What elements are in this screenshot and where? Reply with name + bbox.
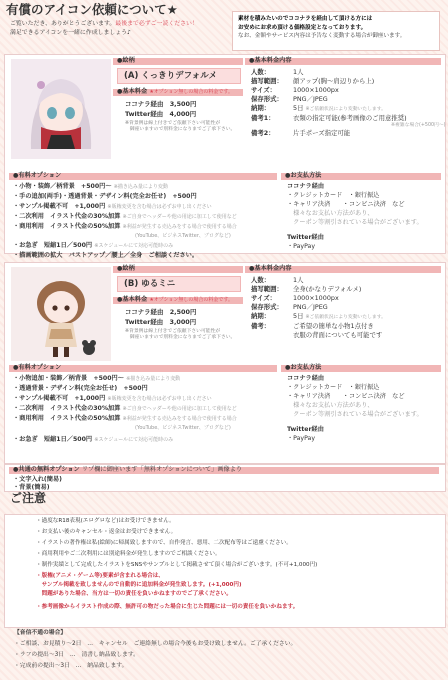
intro-line-1: ご覧いただき、ありがとうございます。 (10, 21, 116, 27)
note-line-2: お安めにお求め頂ける価格設定となっております。 (238, 24, 367, 31)
no-contact-line: ・ご相談、お見積り〜2日 … キャンセル ご連絡無しの場合今後もお受け致しません。ご了承ください。 (14, 641, 297, 647)
caution-line: ・イラストの著作権は私(絵師)に帰属致しますので、自作発言、悪用、二次配布等はご遠慮ください。 (36, 540, 292, 546)
price-tag-b: ★オプション無しの場合の料金です。 (149, 297, 233, 303)
options-title-a: ●有料オプション (13, 172, 62, 179)
sample-label-b: ●絵柄 (117, 265, 135, 272)
caution-title: ご注意 (10, 491, 47, 505)
sample-avatar-b (11, 267, 111, 361)
content-list-a: 人数： 1人 描写範囲： 顔アップ(胸〜肩辺りから上) サイズ： 1000×1000px 保存形式： PNG／JPEG 納期： 5日 ※ご依頼状況により変動いたします。 備考1： 衣類の指定可能(参考画像のご用意推奨) ※複雑な場合(+500円〜) 備考2： 片手ポーズ指定可能 (251, 68, 446, 138)
caution-line: ・参考画像からイラスト作成の際、無許可の物だった場合に生じた問題には一切の責任を負いかねます。 (36, 604, 299, 610)
caution-line: 問題がありた場合、当方は一切の責任を負いかねますのでご了承ください。 (36, 591, 232, 597)
sample-avatar-a (11, 59, 111, 159)
plan-name-a: (A) くっきりデフォルメ (117, 68, 241, 84)
chibi-illustration-b-icon (11, 267, 111, 361)
no-contact-line: ・完成前の提出〜3日 … 納品致します。 (14, 663, 128, 669)
price-tag-a: ★オプション無しの場合の料金です。 (149, 89, 233, 95)
intro-line-2: 満足できるアイコンを一緒に作成しましょう♪ (10, 29, 131, 36)
price-title-b: ●基本料金 (117, 296, 148, 303)
free-option-bg: ・背景(簡易) (13, 484, 50, 491)
no-contact-title: 【音信不通の場合】 (14, 630, 67, 636)
price-coconala-a: ココナラ経由 3,500円 (125, 100, 197, 108)
plan-name-b: (B) ゆるミニ (117, 276, 241, 292)
pay-title-a: ●お支払方法 (285, 172, 322, 179)
options-title-b: ●有料オプション (13, 364, 62, 371)
caution-line: ・過度なR18表現(エログロなど)はお受けできません。 (36, 518, 175, 524)
price-title-a: ●基本料金 (117, 88, 148, 95)
sample-label-a: ●絵柄 (117, 57, 135, 64)
page-title: 有償のアイコン依頼について★ (6, 2, 178, 17)
pay-list-a: ココナラ経由 ・クレジットカード ・銀行振込 ・キャリア決済 ・コンビニ決済 など 様々なお支払い方法があり、 クーポン等割引されている場合がございます。 Twitter経由 ・PayPay (287, 183, 423, 250)
content-title-a: ●基本料金内容 (249, 57, 292, 64)
price-section-b (113, 296, 237, 304)
girl-illustration-a-icon (11, 59, 111, 159)
plan-a-card: ●絵柄 ●基本料金内容 (A) くっきりデフォルメ ●基本料金 ★オプション無しの場合の料金です。 ココナラ経由 3,500円 Twitter経由 4,000円 ※背景例は線上付きでご依頼下さい可能性が 御座いますので別料金になりまでご了承下さい。 人数： 1人 描写範囲： 顔アップ(胸〜肩辺りから上) サイズ： 1000×1000px 保存形式： PNG／JPEG 納期： 5日 ※ご依頼状況により変動いたします。 備考1： 衣類の指定可能(参考画像のご用意推奨) ※複雑な場合(+500円〜) 備考2： 片手ポーズ指定可能 ●有料オプション ・小物・装飾／柄背景 +500円〜 ※描き込み量により変動 ・手の追加(両手)・透過背景・デザイン料(完全お任せ) +500円 ・サンプル掲載不可 +1,000円 ※販権変更を含む場合は必ずお申し出ください ・二次利用 イラスト代金の30%加算 ※ご自身でヘッダーや他の用途に加工して使用など ・商用利用 イラスト代金の50%加算 ※利益が発生する売込みをする場合で使用する場合 (YouTube、ビジネスTwitter、ブログなど) ・お急ぎ 短縮1日／500円 ※スケジュールにて対応可能時のみ ・描画範囲の拡大 バストアップ／腰上／全身 ご相談ください。 ●お支払方法 ココナラ経由 ・クレジットカード ・銀行振込 ・キャリア決済 ・コンビニ決済 など 様々なお支払い方法があり、 クーポン等割引されている場合がございます。 Twitter経由 ・PayPay (4, 54, 446, 254)
content-list-b: 人数： 1人 描写範囲： 全身(かなりデフォルメ) サイズ： 1000×1000px 保存形式： PNG／JPEG 納期： 5日 ※ご依頼状況により変動いたします。 備考： ご希望の簡単な小物1点付き 衣服の背面についても可能です (251, 276, 386, 339)
caution-line: ・版権(アニメ・ゲーム等)要素が含まれる場合は、 (36, 573, 164, 579)
price-twitter-a: Twitter経由 4,000円 (125, 110, 197, 118)
plan-b-card: ●絵柄 ●基本料金内容 (B) ゆるミニ ●基本料金 ★オプション無しの場合の料金です。 ココナラ経由 2,500円 Twitter経由 3,000円 ※背景例は線上付きでご依頼下さい可能性が 御座いますので別料金になりまでご了承下さい。 人数： 1人 描写範囲： 全身(かなりデフォルメ) サイズ： 1000×1000px 保存形式： PNG／JPEG 納期： 5日 ※ご依頼状況により変動いたします。 備考： ご希望の簡単な小物1点付き 衣服の背面についても可能です ●有料オプション ・小物追加・装飾／柄背景 +500円〜 ※描き込み量により変動 ・透過背景・デザイン料(完全お任せ) +500円 ・サンプル掲載不可 +1,000円 ※販権変更を含む場合は必ずお申し出ください ・二次利用 イラスト代金の30%加算 ※ご自身でヘッダーや他の用途に加工して使用など ・商用利用 イラスト代金の50%加算 ※利益が発生する売込みをする場合で使用する場合 (YouTube、ビジネスTwitter、ブログなど) ・お急ぎ 短縮1日／500円 ※スケジュールにて対応可能時のみ ●お支払方法 ココナラ経由 ・クレジットカード ・銀行振込 ・キャリア決済 ・コンビニ決済 など 様々なお支払い方法があり、 クーポン等割引されている場合がございます。 Twitter経由 ・PayPay (4, 262, 446, 464)
price-twitter-b: Twitter経由 3,000円 (125, 318, 197, 326)
note-line-3: なお、金額やサービス内容は予告なく変動する場合が御座います。 (238, 33, 406, 40)
coconala-note-box (232, 11, 440, 51)
free-option-text: ・文字入れ(簡易) (13, 476, 62, 483)
price-coconala-b: ココナラ経由 2,500円 (125, 308, 197, 316)
no-contact-line: ・ラフの提出〜3日 … 清書し納品致します。 (14, 652, 139, 658)
caution-line: サンプル掲載を致しませんので自動的に追加料金が発生致します。(+1,000円) (36, 582, 242, 588)
price-note-a: ※背景例は線上付きでご依頼下さい可能性が 御座いますので別料金になりまでご了承下さい。 (125, 121, 236, 133)
pay-list-b: ココナラ経由 ・クレジットカード ・銀行振込 ・キャリア決済 ・コンビニ決済 など 様々なお支払い方法があり、 クーポン等割引されている場合がございます。 Twitter経由 ・PayPay (287, 375, 423, 442)
intro-text (10, 20, 230, 37)
caution-line: ・商用利用やご二次利用には別途料金が発生しますのでご相談ください。 (36, 551, 221, 557)
caution-line: ・制作実績として完成したイラストをSNSやサンプルとして掲載させて頂く場合がございます。(不可+1,000円) (36, 562, 318, 568)
free-options-box (4, 464, 446, 492)
pay-title-b: ●お支払方法 (285, 364, 322, 371)
intro-highlight: 最後まで必ずご一読ください！ (115, 21, 198, 27)
price-section-a (113, 88, 237, 96)
content-title-b: ●基本料金内容 (249, 265, 292, 272)
caution-line: ・お支払い後のキャンセル・返金はお受けできません。 (36, 529, 177, 535)
note-line-1: 素材を積みたいのでココナラを経由して頂ける方には (238, 16, 373, 22)
price-note-b: ※背景例は線上付きでご依頼下さい可能性が 御座いますので別料金になりまでご了承下さい。 (125, 329, 236, 341)
free-options-title: ●共通の無料オプション リプ欄に御座います「無料オプションについて」画像より (13, 466, 243, 473)
